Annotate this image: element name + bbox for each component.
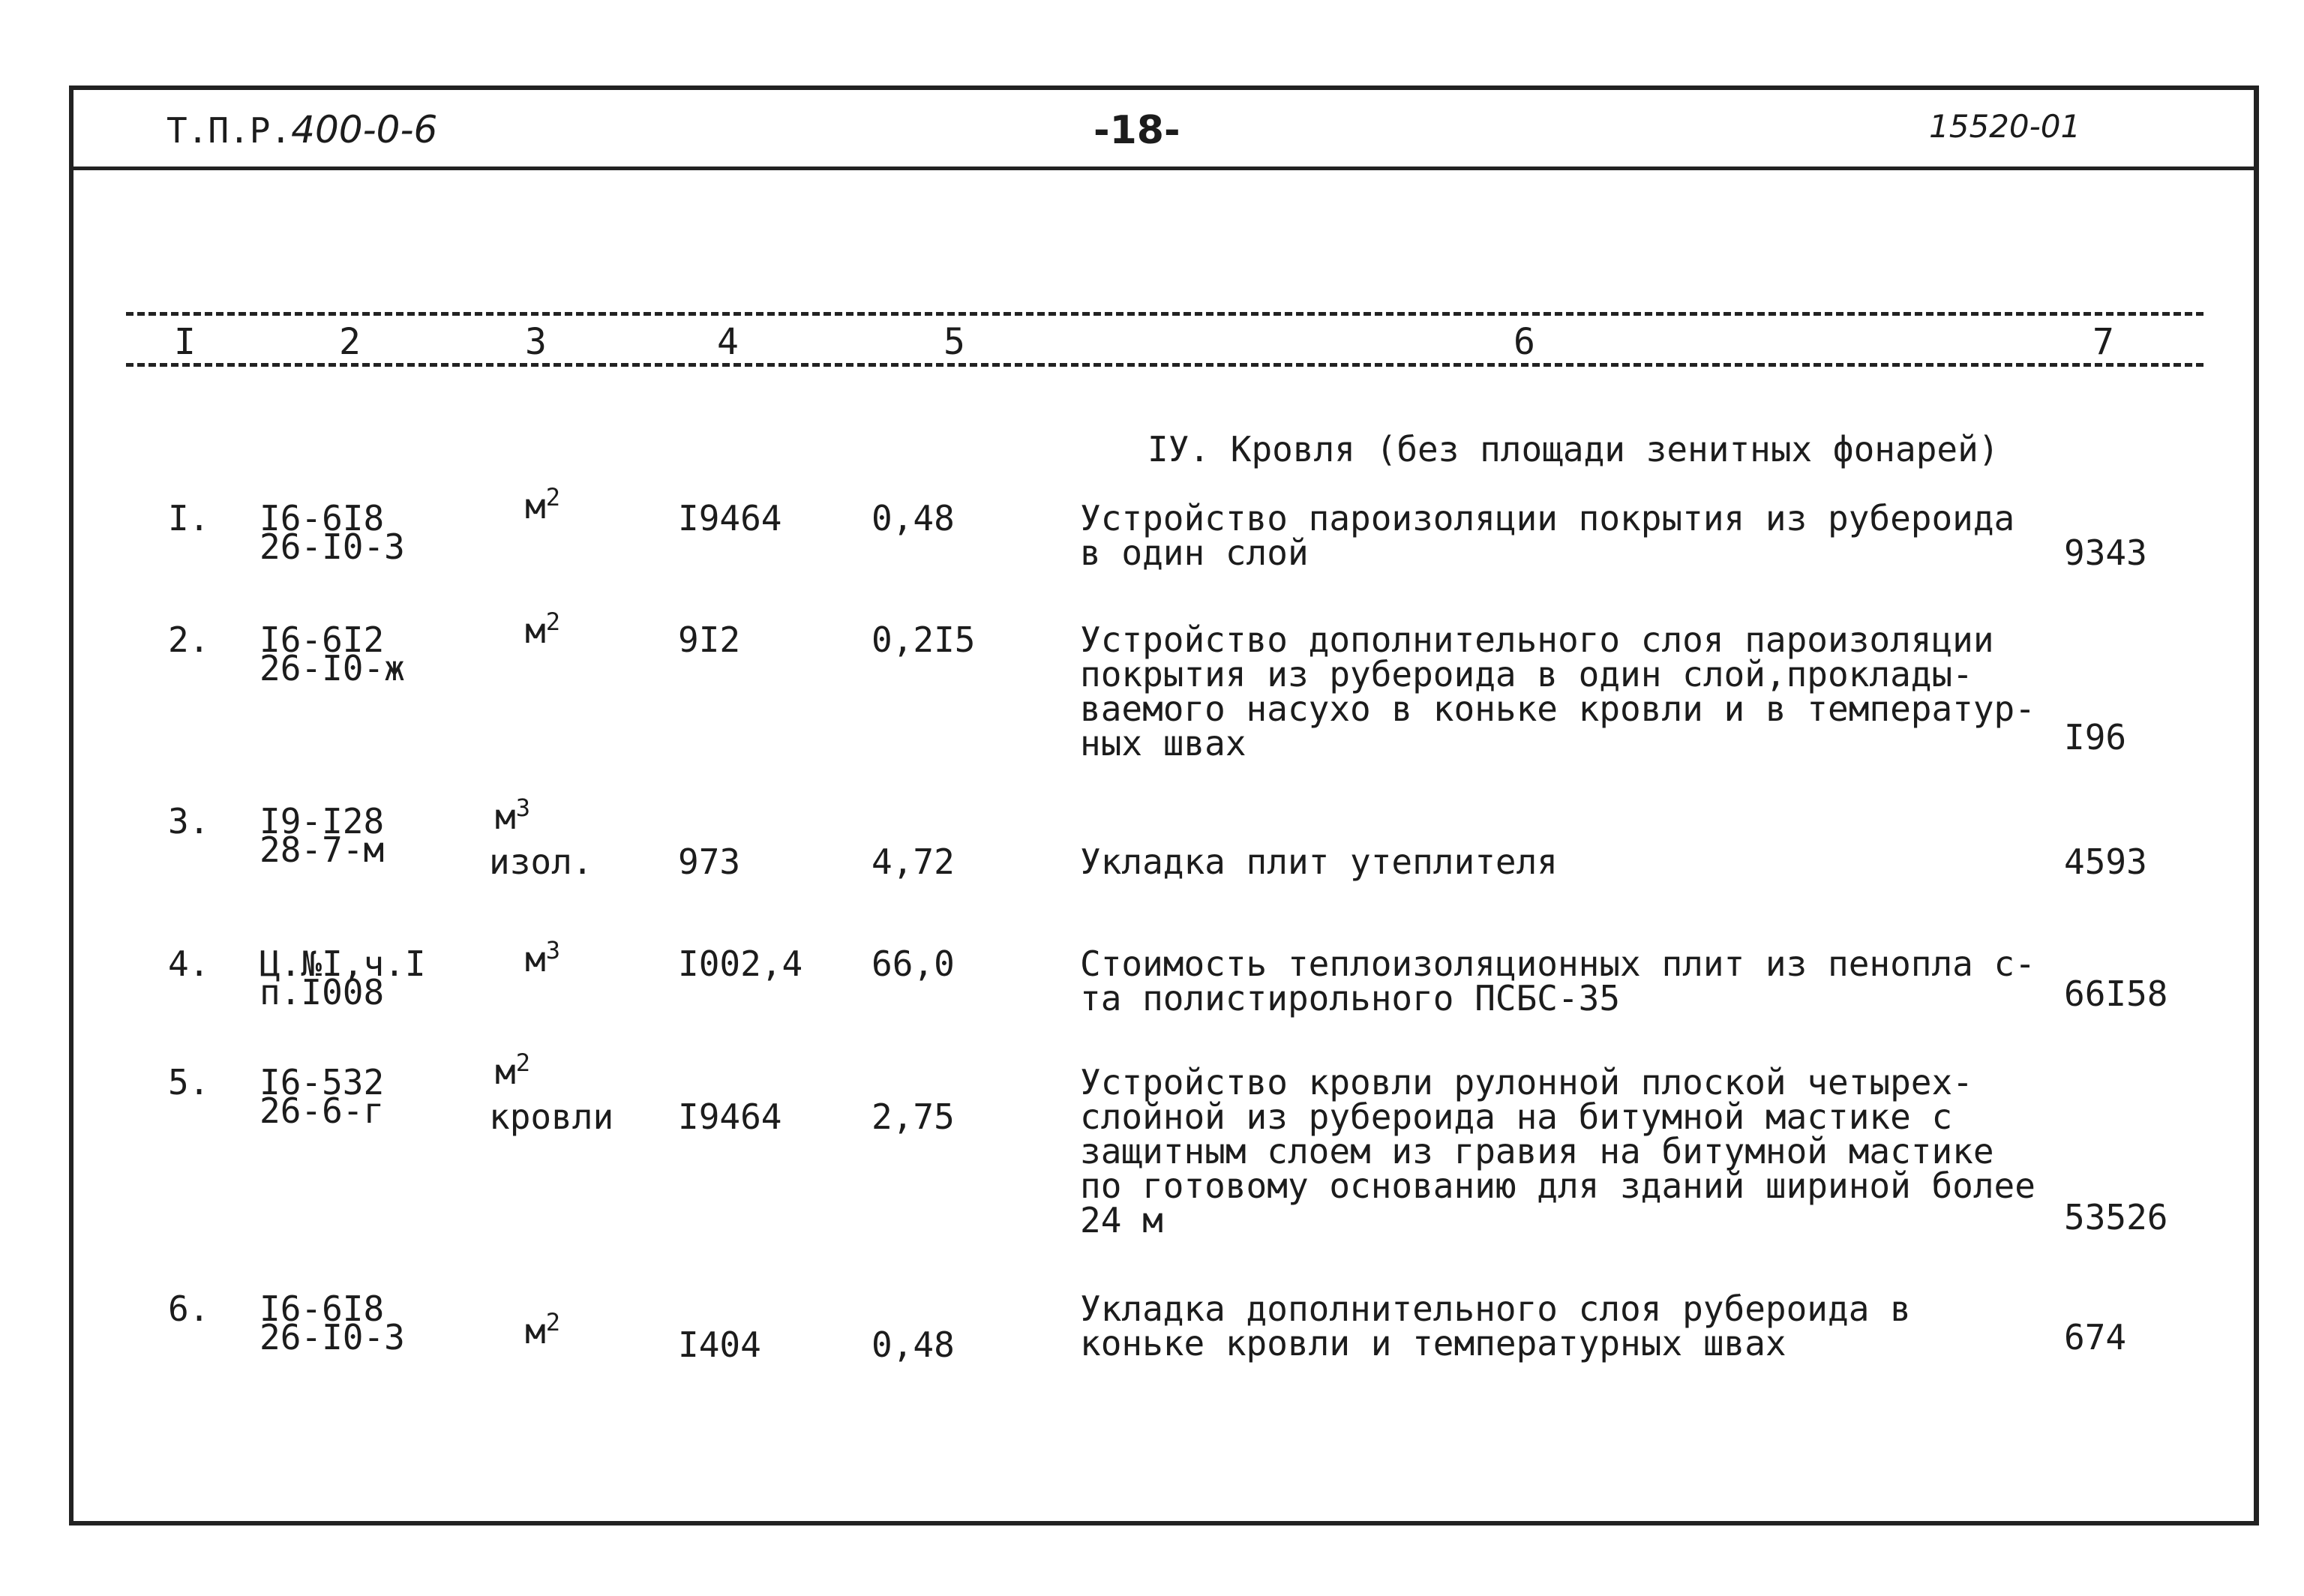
row-quantity: I9464: [678, 498, 782, 538]
row-total: 53526: [2064, 1197, 2168, 1238]
row-total: I96: [2064, 717, 2127, 758]
row-quantity: 9I2: [678, 620, 741, 660]
row-code-line: 26-I0-3: [260, 526, 405, 567]
row-unit-qualifier: изол.: [489, 842, 593, 882]
row-description-line: ных швах: [1080, 723, 1246, 764]
row-unit-price: 2,75: [872, 1096, 955, 1137]
row-description-line: слойной из рубероида на битумной мастике с: [1080, 1096, 1953, 1137]
row-code-line: I6-6I2: [260, 620, 385, 660]
row-total: 9343: [2064, 532, 2147, 573]
row-number: 4.: [168, 944, 210, 984]
row-unit: $м^2$: [495, 1048, 530, 1092]
row-number: 6.: [168, 1288, 210, 1329]
column-number-3: 3: [525, 321, 547, 363]
row-code-line: I6-532: [260, 1062, 385, 1102]
row-code-line: Ц.№I,ч.I: [260, 944, 426, 984]
row-quantity: I404: [678, 1324, 761, 1365]
row-code-line: п.I008: [260, 972, 385, 1012]
row-description-line: в один слой: [1080, 532, 1309, 573]
row-unit: $м^2$: [525, 483, 560, 526]
row-description-line: Устройство кровли рулонной плоской четырех-: [1080, 1062, 1973, 1102]
row-unit: $м^3$: [525, 936, 560, 980]
row-description-line: Укладка плит утеплителя: [1080, 842, 1558, 882]
column-number-4: 4: [717, 321, 739, 363]
page-number: -18-: [1094, 108, 1180, 153]
row-code-line: I9-I28: [260, 801, 385, 842]
row-unit: $м^2$: [525, 608, 560, 651]
row-unit-price: 0,48: [872, 1324, 955, 1365]
column-number-6: 6: [1514, 321, 1535, 363]
row-code-line: 26-I0-ж: [260, 648, 405, 688]
row-description-line: Устройство дополнительного слоя пароизоляции: [1080, 620, 1994, 660]
row-quantity: 973: [678, 842, 741, 882]
column-number-7: 7: [2092, 321, 2114, 363]
row-total: 674: [2064, 1317, 2127, 1358]
row-total: 66I58: [2064, 974, 2168, 1014]
row-unit: $м^3$: [495, 794, 530, 837]
row-unit-price: 4,72: [872, 842, 955, 882]
row-description-line: та полистирольного ПСБС-35: [1080, 978, 1621, 1018]
row-unit: $м^2$: [525, 1308, 560, 1352]
row-description-line: ваемого насухо в коньке кровли и в температур-: [1080, 688, 2036, 729]
project-number: 15520-01: [1929, 108, 2081, 145]
column-number-2: 2: [339, 321, 361, 363]
row-description-line: Стоимость теплоизоляционных плит из пенопла с-: [1080, 944, 2036, 984]
row-unit-price: 0,48: [872, 498, 955, 538]
section-title: IУ. Кровля (без площади зенитных фонарей): [1148, 429, 2000, 470]
row-description-line: Устройство пароизоляции покрытия из рубероида: [1080, 498, 2015, 538]
row-quantity: I9464: [678, 1096, 782, 1137]
row-description-line: Укладка дополнительного слоя рубероида в: [1080, 1288, 1911, 1329]
row-quantity: I002,4: [678, 944, 803, 984]
column-number-5: 5: [944, 321, 965, 363]
row-code-line: 26-I0-3: [260, 1317, 405, 1358]
row-number: 3.: [168, 801, 210, 842]
row-unit-qualifier: кровли: [489, 1096, 614, 1137]
row-description-line: покрытия из рубероида в один слой,проклады-: [1080, 654, 1973, 694]
row-code-line: 26-6-г: [260, 1090, 385, 1131]
row-description-line: защитным слоем из гравия на битумной мастике: [1080, 1131, 1994, 1172]
row-code-line: I6-6I8: [260, 498, 385, 538]
column-number-1: I: [174, 321, 196, 363]
row-number: I.: [168, 498, 210, 538]
document-code-handwritten: 400-0-6: [291, 108, 438, 152]
row-code-line: I6-6I8: [260, 1288, 385, 1329]
row-unit-price: 66,0: [872, 944, 955, 984]
document-code-prefix: Т.П.Р.: [166, 110, 292, 151]
row-description-line: по готовому основанию для зданий шириной более: [1080, 1166, 2036, 1206]
row-unit-price: 0,2I5: [872, 620, 976, 660]
row-total: 4593: [2064, 842, 2147, 882]
row-code-line: 28-7-м: [260, 830, 385, 870]
row-description-line: коньке кровли и температурных швах: [1080, 1323, 1786, 1364]
row-number: 2.: [168, 620, 210, 660]
row-number: 5.: [168, 1062, 210, 1102]
row-description-line: 24 м: [1080, 1200, 1163, 1240]
